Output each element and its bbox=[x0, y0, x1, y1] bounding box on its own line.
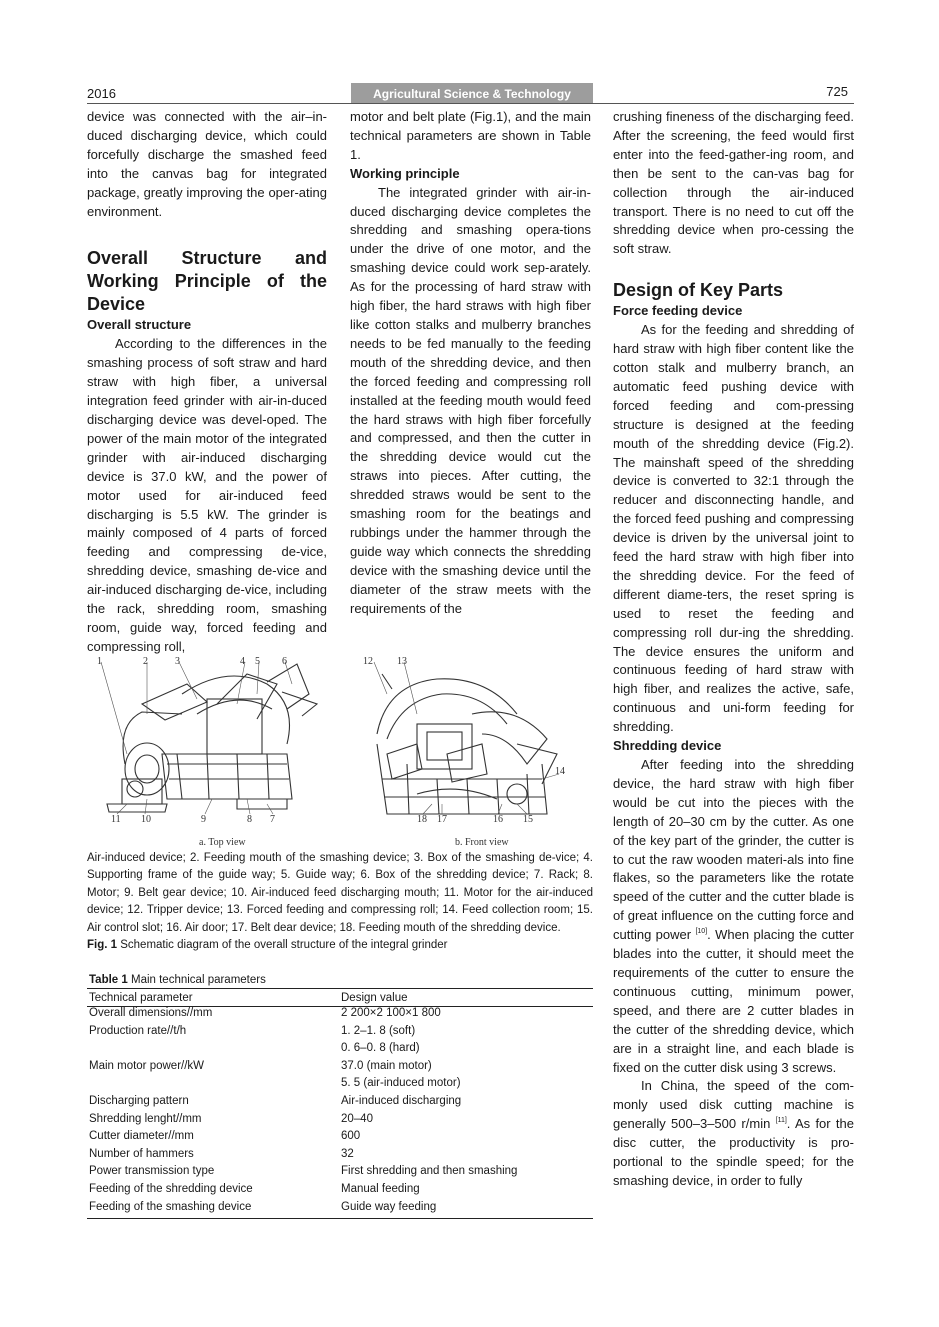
paragraph-text: After feeding into the shredding device, the hard straw with high fiber would be cut into the pieces with the length of 20–30 cm by the cutter. As one of the key part of the grinder, the cutter is to cut the raw wooden materi-als into fine flakes, so the parameters like the rotate speed of the cutter and the cutter blade is of great influence on the cutting force and cutting power bbox=[613, 757, 854, 943]
table-row bbox=[87, 1201, 593, 1219]
citation-ref: [10] bbox=[695, 928, 708, 936]
part-label: 7 bbox=[270, 814, 275, 825]
part-label: 4 bbox=[240, 656, 245, 667]
value-cell: 1. 2–1. 8 (soft) bbox=[341, 1024, 416, 1037]
parameter-cell: Power transmission type bbox=[89, 1165, 215, 1178]
part-label: 2 bbox=[143, 656, 148, 667]
table-row bbox=[87, 1165, 593, 1183]
figure-number: Fig. 1 bbox=[87, 939, 118, 952]
subsection-heading: Force feeding device bbox=[613, 303, 743, 319]
value-cell: First shredding and then smashing bbox=[341, 1165, 518, 1178]
value-cell: Guide way feeding bbox=[341, 1200, 437, 1213]
part-label: 5 bbox=[255, 656, 260, 667]
part-label: 9 bbox=[201, 814, 206, 825]
table-row bbox=[87, 1113, 593, 1131]
part-number-labels bbox=[97, 656, 565, 825]
value-cell: 5. 5 (air-induced motor) bbox=[341, 1077, 461, 1090]
figure-caption bbox=[87, 850, 593, 954]
part-label: 1 bbox=[97, 656, 102, 667]
parameters-table bbox=[87, 988, 593, 1219]
part-label: 18 bbox=[417, 814, 427, 825]
table-row bbox=[87, 1042, 593, 1060]
column-header: Technical parameter bbox=[87, 989, 339, 1007]
value-cell: Manual feeding bbox=[341, 1182, 420, 1195]
top-view-drawing bbox=[107, 664, 317, 812]
parameter-cell: Cutter diameter//mm bbox=[89, 1130, 194, 1143]
subfigure-label-b: b. Front view bbox=[455, 837, 509, 848]
value-cell: Air-induced discharging bbox=[341, 1094, 462, 1107]
paragraph bbox=[613, 1077, 854, 1190]
figure-legend: Air-induced device; 2. Feeding mouth of the smashing device; 3. Box of the smashing de-vice; 4. Supporting frame of the guide way; 5. Guide way; 6. Box of the shredding device; 7. Rack; 8. Motor; 9. Belt gear device; 10. Air-induced feed discharging mouth; 11. Motor for the air-induced device; 12. Tripper device; 13. Forced feeding and compressing roll; 14. Feed collection room; 15. Air control slot; 16. Air door; 17. Belt dear device; 18. Feeding mouth of the shredding device. bbox=[87, 852, 593, 934]
subsection-heading: Working principle bbox=[350, 165, 460, 181]
section-heading: Overall Structure and Working Principle of the Device bbox=[87, 248, 327, 315]
parameter-cell: Main motor power//kW bbox=[89, 1059, 205, 1072]
value-cell: 0. 6–0. 8 (hard) bbox=[341, 1042, 420, 1055]
part-label: 10 bbox=[141, 814, 151, 825]
parameter-cell: Feeding of the shredding device bbox=[89, 1182, 253, 1195]
paragraph: motor and belt plate (Fig.1), and the main technical parameters are shown in Table 1. bbox=[350, 109, 591, 162]
table-row bbox=[87, 1025, 593, 1043]
section-heading: Design of Key Parts bbox=[613, 280, 784, 301]
figure-1-schematic bbox=[87, 654, 593, 850]
paragraph: According to the differences in the smashing process of soft straw and hard straw with high fiber, a universal integration feed grinder with air-in-duced discharging device was devel-oped. The power of the main motor of the integrated grinder with air-induced discharging device is 37.0 kW, and the power of motor used for air-induced feed discharging is 5.5 kW. The grinder is mainly composed of 4 parts of forced feeding and compressing de-vice, shredding device, smashing de-vice and air-induced discharging de-vice, including the rack, shredding room, smashing room, guide way, forced feeding and compressing roll, bbox=[87, 336, 327, 654]
column-middle bbox=[350, 108, 591, 618]
table-row bbox=[87, 1148, 593, 1166]
paragraph: crushing fineness of the discharging feed. After the screening, the feed would first enter into the feed-gather-ing room, and then be sent to the can-vas bag for collection through the air-induced transport. There is no need to cut off the shredding device when pro-cessing the soft straw. bbox=[613, 109, 854, 257]
paragraph-text: . As for the disc cutter, the productivity is pro-portional to the spindle speed; for the smashing device, in order to fully bbox=[613, 1116, 854, 1188]
running-header bbox=[87, 83, 854, 104]
front-view-drawing bbox=[377, 674, 557, 814]
part-label: 6 bbox=[282, 656, 287, 667]
paragraph-text: . When placing the cutter blades into the cutter, it should meet the requirements of the cutter to ensure the continuous cutting, minimum power, speed, and there are 2 cutter blades in the cutter of the shredding device, which are in a straight line, and each blade is fixed on the cutter disk using 3 screws. bbox=[613, 927, 854, 1075]
header-year: 2016 bbox=[87, 86, 116, 101]
column-header: Design value bbox=[339, 989, 593, 1007]
parameter-cell: Shredding lenght//mm bbox=[89, 1112, 202, 1125]
part-label: 11 bbox=[111, 814, 121, 825]
paragraph-text: In China, the speed of the com-monly used disk cutting machine is generally 500–3–500 r/min bbox=[613, 1078, 854, 1132]
column-right bbox=[613, 108, 854, 1191]
part-label: 14 bbox=[555, 766, 565, 777]
parameter-cell: Discharging pattern bbox=[89, 1094, 189, 1107]
value-cell: 600 bbox=[341, 1130, 361, 1143]
table-title-line bbox=[87, 972, 593, 988]
table-row bbox=[87, 1077, 593, 1095]
part-label: 3 bbox=[175, 656, 180, 667]
parameter-cell: Feeding of the smashing device bbox=[89, 1200, 252, 1213]
parameter-cell bbox=[87, 1042, 339, 1060]
value-cell: 32 bbox=[341, 1147, 354, 1160]
paragraph: The integrated grinder with air-in-duced discharging device completes the shredding and smashing opera-tions under the drive of one motor, and the smashing device could work sep-arately. As for the processing of hard straw with high fiber, the hard straws with high fiber like cotton stalks and mulberry branches needs to be fed manually to the feeding mouth of the shredding device, and then the forced feeding and compressing roll installed at the feeding mouth would feed the hard straws with high fiber forcefully and compressed, and then the cutter in the shredding device would cut the straws into pieces. After cutting, the shredded straws would be sent to the smashing room for the beatings and rubbings under the hammer through the guide way which connects the shredding device with the smashing device until the diameter of the straw meets with the requirements of the bbox=[350, 184, 591, 616]
subsection-heading: Shredding device bbox=[613, 738, 722, 754]
paragraph: As for the feeding and shredding of hard straw with high fiber content like the cotton stalk and mulberry branch, an automatic feed pushing device with forced feeding and com-pressing structure is designed at the feeding mouth of the shredding device (Fig.2). The mainshaft speed of the shredding device is converted to 32:1 through the reducer and disconnecting handle, and the forced feed pushing and compressing device is driven by the universal joint to feed the hard straw with high fiber into the shredding device. For the feed of different diame-ters, the reset spring is used to reset the feeding and compressing roll dur-ing the shredding. The device ensures the uniform and continuous feeding of hard straw with high fiber, and realizes the active, safe, continuous and uni-form feeding for shredding. bbox=[613, 322, 854, 735]
parameter-cell: Production rate//t/h bbox=[89, 1024, 187, 1037]
part-label: 13 bbox=[397, 656, 407, 667]
table-number: Table 1 bbox=[89, 974, 128, 986]
subsection-heading: Overall structure bbox=[87, 317, 192, 333]
table-header-row bbox=[87, 989, 593, 1007]
value-cell: 20–40 bbox=[341, 1112, 373, 1125]
paragraph bbox=[613, 756, 854, 1077]
table-title: Main technical parameters bbox=[130, 974, 266, 986]
figure-title: Schematic diagram of the overall structure of the integral grinder bbox=[120, 939, 448, 952]
parameter-cell: Number of hammers bbox=[89, 1147, 194, 1160]
table-row bbox=[87, 1007, 593, 1025]
parameter-cell bbox=[87, 1077, 339, 1095]
grinder-drawing bbox=[87, 654, 593, 850]
part-label: 17 bbox=[437, 814, 447, 825]
table-1 bbox=[87, 972, 593, 1219]
part-label: 12 bbox=[363, 656, 373, 667]
table-row bbox=[87, 1183, 593, 1201]
header-page-number: 725 bbox=[826, 84, 848, 99]
citation-ref: [11] bbox=[775, 1117, 787, 1125]
part-label: 8 bbox=[247, 814, 252, 825]
header-journal-name: Agricultural Science & Technology bbox=[351, 83, 593, 103]
part-label: 15 bbox=[523, 814, 533, 825]
subfigure-label-a: a. Top view bbox=[199, 837, 246, 848]
part-label: 16 bbox=[493, 814, 503, 825]
table-row bbox=[87, 1130, 593, 1148]
column-left bbox=[87, 108, 327, 657]
paragraph: device was connected with the air–in-duced discharging device, which could forcefully discharge the smashed feed into the canvas bag for integrated package, greatly improving the oper-ating environment. bbox=[87, 109, 327, 219]
table-row bbox=[87, 1095, 593, 1113]
figure-title-line bbox=[87, 937, 593, 954]
value-cell: 37.0 (main motor) bbox=[341, 1059, 432, 1072]
parameter-cell: Overall dimensions//mm bbox=[89, 1007, 213, 1019]
table-row bbox=[87, 1060, 593, 1078]
value-cell: 2 200×2 100×1 800 bbox=[341, 1007, 441, 1019]
